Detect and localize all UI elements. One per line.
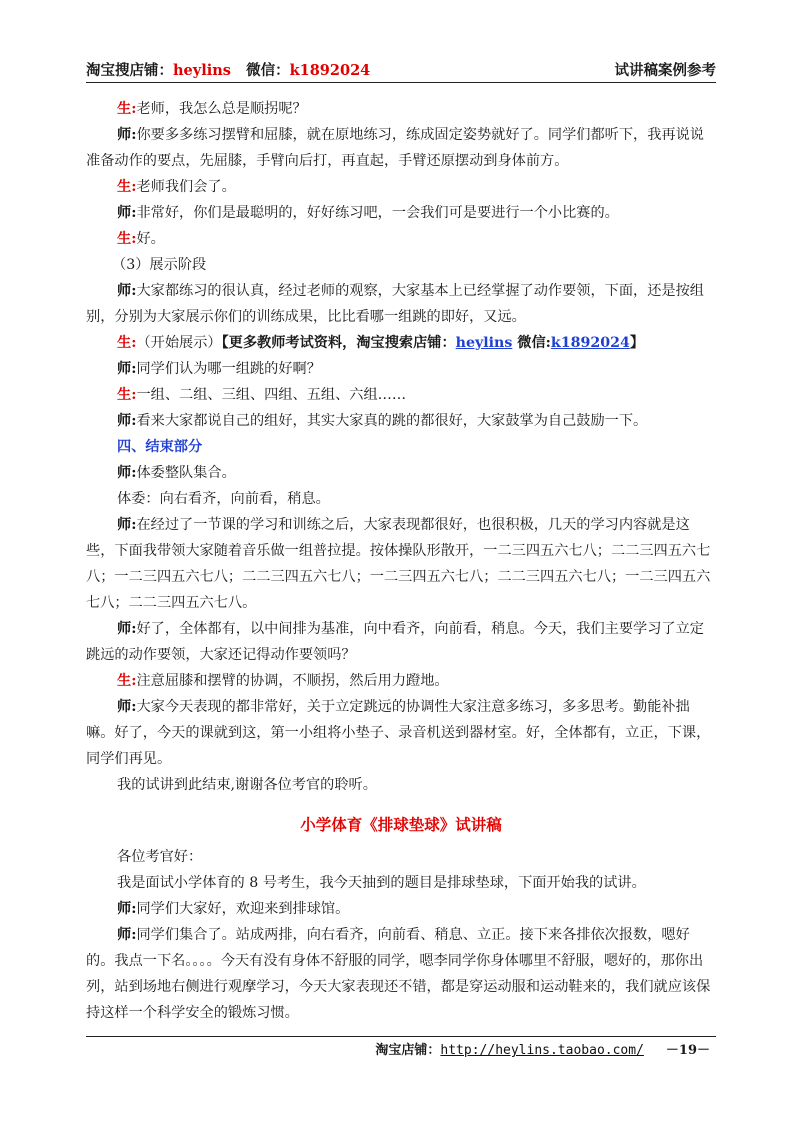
subsection-heading: （3）展示阶段 [112, 257, 207, 273]
dialogue-line: 师:同学们认为哪一组跳的好啊？ [117, 361, 321, 377]
teacher-label: 师: [117, 901, 137, 917]
student-label: 生: [117, 335, 137, 351]
dialogue-line: 生:注意屈膝和摆臂的协调，不顺拐，然后用力蹬地。 [117, 673, 449, 689]
promo-shop-link[interactable]: heylins [455, 335, 513, 351]
dialogue-line: 师:同学们集合了。站成两排，向右看齐，向前看、稍息、立正。接下来各排依次报数，嗯好的。我点一下名。。。。今天有没有身体不舒服的同学，嗯李同学你身体哪里不舒服，嗯好的，那你出列，站到场地右侧进行观摩学习，今天大家表现还不错，都是穿运动服和运动鞋来的，我们就应该保持这样一个科学安全的锻炼习惯。 [86, 927, 711, 1021]
dialogue-line: 生:老师，我怎么总是顺拐呢？ [117, 101, 307, 117]
dialogue-line: 生:好。 [117, 231, 165, 247]
student-label: 生: [117, 673, 137, 689]
dialogue-line: 师:你要多多练习摆臂和屈膝，就在原地练习，练成固定姿势就好了。同学们都听下，我再说说准备动作的要点，先屈膝，手臂向后打，再直起，手臂还原摆动到身体前方。 [86, 127, 704, 169]
header-wechat-id: k1892024 [289, 62, 371, 79]
promo-banner: 【更多教师考试资料，淘宝搜索店铺：heylins 微信:k1892024】 [221, 335, 645, 351]
intro-line: 我是面试小学体育的 8 号考生，我今天抽到的题目是排球垫球，下面开始我的试讲。 [117, 875, 646, 891]
teacher-label: 师: [117, 361, 137, 377]
page-footer [86, 1036, 716, 1057]
teacher-label: 师: [117, 621, 137, 637]
dialogue-line: 体委：向右看齐，向前看，稍息。 [117, 491, 330, 507]
document-body [86, 96, 716, 1026]
footer-label: 淘宝店铺： [375, 1043, 441, 1058]
student-label: 生: [117, 231, 137, 247]
section-heading: 四、结束部分 [117, 439, 203, 455]
teacher-label: 师: [117, 517, 137, 533]
dialogue-line: 师:同学们大家好，欢迎来到排球馆。 [117, 901, 350, 917]
page-number: －19－ [665, 1043, 710, 1058]
teacher-label: 师: [117, 413, 137, 429]
dialogue-line: 生:老师我们会了。 [117, 179, 236, 195]
header-shop-name: heylins [173, 62, 231, 79]
dialogue-line: 师:好了，全体都有，以中间排为基准，向中看齐，向前看，稍息。今天，我们主要学习了立定跳远的动作要领，大家还记得动作要领吗？ [86, 621, 704, 663]
dialogue-line: 生:（开始展示）【更多教师考试资料，淘宝搜索店铺：heylins 微信:k1892024】 [117, 335, 645, 351]
page-header [86, 58, 716, 83]
teacher-label: 师: [117, 465, 137, 481]
dialogue-line: 师:大家今天表现的都非常好，关于立定跳远的协调性大家注意多练习，多多思考。勤能补拙嘛。好了，今天的课就到这，第一小组将小垫子、录音机送到器材室。好，全体都有，立正，下课，同学们再见。 [86, 699, 711, 767]
teacher-label: 师: [117, 927, 137, 943]
dialogue-line: 师:大家都练习的很认真，经过老师的观察，大家基本上已经掌握了动作要领，下面，还是按组别，分别为大家展示你们的训练成果，比比看哪一组跳的即好，又远。 [86, 283, 704, 325]
student-label: 生: [117, 101, 137, 117]
header-title: 试讲稿案例参考 [614, 62, 716, 79]
footer-info [375, 1039, 710, 1058]
teacher-label: 师: [117, 699, 137, 715]
header-wechat-label: 微信： [246, 62, 290, 79]
teacher-label: 师: [117, 127, 137, 143]
header-shop-info [86, 59, 370, 80]
header-shop-label: 淘宝搜店铺： [86, 62, 173, 79]
dialogue-line: 师:非常好，你们是最聪明的，好好练习吧，一会我们可是要进行一个小比赛的。 [117, 205, 619, 221]
student-label: 生: [117, 179, 137, 195]
dialogue-line: 师:在经过了一节课的学习和训练之后，大家表现都很好，也很积极，几天的学习内容就是这些，下面我带领大家随着音乐做一组普拉提。按体操队形散开，一二三四五六七八；二二三四五六七八；一二三四五六七八；二二三四五六七八；一二三四五六七八；二二三四五六七八；一二三四五六七八；二二三四五六七八。 [86, 517, 711, 611]
dialogue-line: 生:一组、二组、三组、四组、五组、六组…… [117, 387, 407, 403]
greeting-line: 各位考官好： [117, 849, 203, 865]
teacher-label: 师: [117, 283, 137, 299]
dialogue-line: 师:体委整队集合。 [117, 465, 236, 481]
dialogue-line: 师:看来大家都说自己的组好，其实大家真的跳的都很好，大家鼓掌为自己鼓励一下。 [117, 413, 648, 429]
promo-wechat-link[interactable]: k1892024 [550, 335, 630, 351]
document-title: 小学体育《排球垫球》试讲稿 [300, 815, 502, 834]
student-label: 生: [117, 387, 137, 403]
footer-url-link[interactable]: http://heylins.taobao.com/ [440, 1043, 644, 1058]
closing-line: 我的试讲到此结束,谢谢各位考官的聆听。 [117, 777, 377, 793]
teacher-label: 师: [117, 205, 137, 221]
